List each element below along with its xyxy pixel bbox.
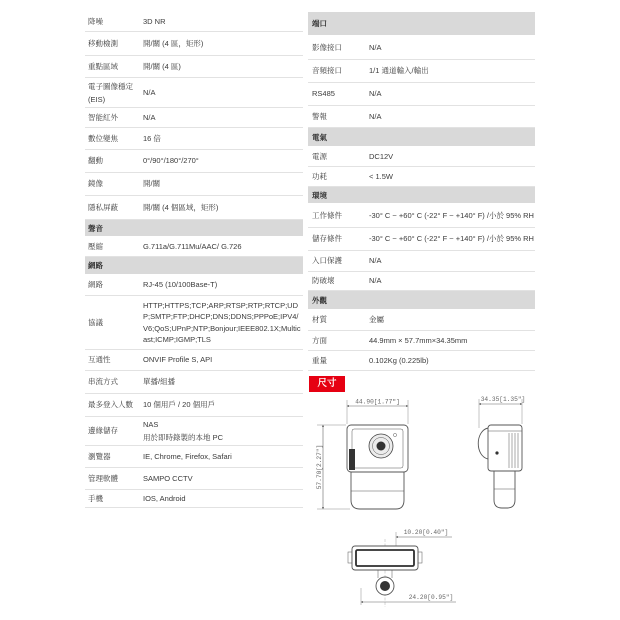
spec-table-right [308, 12, 535, 371]
row-management-software [85, 468, 303, 490]
spec-label: 瀏覽器 [88, 451, 111, 461]
spec-label: 互通性 [88, 355, 111, 364]
spec-label: 材質 [312, 315, 327, 324]
spec-label: 影像接口 [312, 42, 342, 52]
row-ingress-protection [308, 251, 535, 272]
row-network-port [85, 275, 303, 296]
row-streaming-method [85, 371, 303, 394]
spec-label: 入口保護 [312, 256, 342, 265]
row-operating-conditions [308, 204, 535, 228]
spec-value: 0.102Kg (0.225lb) [369, 355, 429, 365]
spec-value: N/A [369, 89, 382, 98]
spec-label: 協議 [88, 317, 103, 327]
spec-value: ONVIF Profile S, API [143, 355, 213, 364]
side-screw [495, 451, 498, 454]
spec-value: N/A [369, 42, 382, 52]
row-digital-zoom [85, 128, 303, 150]
spec-label: 邊緣儲存 [88, 426, 118, 435]
section-network: 網路 [85, 257, 303, 275]
spec-value: N/A [369, 256, 382, 265]
spec-label: 網路 [88, 280, 103, 289]
spec-label: 手機 [88, 493, 103, 503]
spec-label: 音頻接口 [312, 66, 342, 75]
row-alarm [308, 106, 535, 128]
row-protocols [85, 296, 303, 350]
spec-label: 數位變焦 [88, 133, 118, 143]
row-material [308, 310, 535, 331]
row-compression [85, 237, 303, 257]
row-storage-conditions [308, 228, 535, 251]
front-width-dimension-label: 44.90[1.77"] [355, 398, 400, 406]
spec-value: 開/關 [143, 179, 161, 188]
dimension-drawings [300, 393, 540, 613]
spec-value: -30° C ~ +60° C (-22° F ~ +140° F) /小於 95% RH [369, 234, 534, 243]
spec-label: 管理軟體 [88, 473, 118, 483]
row-motion-detection [85, 32, 303, 56]
spec-value: 單播/組播 [143, 377, 176, 386]
row-weight [308, 351, 535, 371]
spec-label: 警報 [312, 111, 327, 121]
bottom-mount-hole [380, 581, 390, 591]
spec-label: 降噪 [88, 16, 103, 26]
row-power-supply [308, 147, 535, 167]
spec-label: RS485 [312, 89, 335, 98]
spec-value: 10 個用戶 / 20 個用戶 [143, 400, 216, 409]
spec-label: 功耗 [312, 171, 327, 181]
spec-label: 翻動 [88, 156, 103, 165]
spec-value-line: NAS [143, 420, 159, 429]
row-eis [85, 78, 303, 108]
spec-value: 開/關 (4 區) [143, 61, 181, 71]
row-audio-interface [308, 60, 535, 83]
section-electrical: 電氣 [308, 128, 535, 147]
side-view-drawing [478, 396, 525, 508]
row-max-users [85, 394, 303, 417]
row-region-of-interest [85, 56, 303, 78]
spec-label: 防破壞 [312, 276, 335, 285]
spec-label: 重量 [312, 355, 327, 365]
dimensions-title-badge: 尺寸 [309, 376, 345, 392]
row-mobile [85, 490, 303, 508]
row-privacy-mask [85, 196, 303, 220]
spec-value: 44.9mm × 57.7mm×34.35mm [369, 335, 468, 345]
spec-value: N/A [143, 112, 156, 122]
spec-value: 0°/90°/180°/270° [143, 156, 199, 165]
spec-label [85, 80, 140, 106]
spec-label: 串流方式 [88, 377, 118, 386]
front-bracket [351, 472, 404, 509]
row-browser [85, 446, 303, 468]
spec-value: RJ-45 (10/100Base-T) [143, 280, 218, 289]
row-power-consumption [308, 167, 535, 187]
spec-value: -30° C ~ +60° C (-22° F ~ +140° F) /小於 95% RH [369, 210, 534, 220]
section-appearance: 外觀 [308, 291, 535, 310]
row-smart-ir [85, 108, 303, 128]
front-height-dimension-label: 57.70[2.27"] [316, 444, 323, 490]
front-lens-glass [377, 442, 386, 451]
row-rs485 [308, 83, 535, 106]
bottom-side-tab-left [348, 552, 352, 563]
spec-label-line: (EIS) [88, 94, 106, 104]
spec-label: 鏡像 [88, 179, 103, 188]
row-rotation [85, 150, 303, 173]
section-environment: 環境 [308, 187, 535, 204]
spec-label: 最多登入人數 [88, 400, 133, 409]
spec-value: 1/1 通道輸入/輸出 [369, 66, 429, 75]
spec-table-left [85, 12, 303, 508]
side-depth-dimension-label: 34.35[1.35"] [480, 396, 526, 403]
front-view-drawing [316, 399, 408, 510]
spec-value: IE, Chrome, Firefox, Safari [143, 451, 232, 461]
spec-label: 重點區域 [88, 61, 118, 71]
spec-label: 儲存條件 [312, 234, 342, 243]
spec-value: 3D NR [143, 16, 166, 26]
spec-value-line: 用於即時錄製的本地 PC [143, 433, 224, 442]
spec-value: N/A [369, 276, 382, 285]
spec-value: DC12V [369, 151, 394, 161]
spec-label: 方面 [312, 335, 327, 345]
spec-label: 隱私屏蔽 [88, 202, 118, 212]
spec-value [140, 418, 303, 444]
bottom-width-dimension-label: 24.20[0.95"] [408, 594, 454, 601]
bottom-offset-dimension-label: 10.20[0.40"] [403, 529, 449, 536]
row-vandal-resistance [308, 272, 535, 291]
bottom-view-drawing [348, 529, 456, 607]
spec-value: HTTP;HTTPS;TCP;ARP;RTSP;RTP;RTCP;UDP;SMTP;FTP;DHCP;DNS;DDNS;PPPoE;IPV4/V6;QoS;UPnP;NTP;Bonjour;IEEE802.1X;Multicast;ICMP;IGMP;TLS [143, 300, 301, 344]
spec-value: N/A [369, 111, 382, 121]
row-noise-reduction [85, 12, 303, 32]
spec-value: IOS, Android [143, 493, 186, 503]
row-dimensions [308, 331, 535, 351]
bottom-side-tab-right [418, 552, 422, 563]
row-mirror [85, 173, 303, 196]
spec-value: N/A [143, 87, 156, 97]
row-interoperability [85, 350, 303, 371]
spec-value: 16 倍 [143, 133, 161, 143]
side-housing [488, 425, 522, 471]
side-lens-dome [478, 428, 488, 459]
spec-value: 開/關 (4 區，矩形) [143, 38, 204, 48]
spec-value: G.711a/G.711Mu/AAC/ G.726 [143, 241, 242, 251]
spec-value: 金屬 [369, 315, 384, 324]
front-side-shading [349, 449, 355, 470]
side-bracket [494, 471, 515, 508]
row-video-interface [308, 36, 535, 60]
spec-label-line: 電子圖像穩定 [88, 81, 133, 91]
spec-label: 工作條件 [312, 210, 342, 220]
spec-label: 移動檢測 [88, 38, 118, 48]
row-edge-storage [85, 417, 303, 446]
spec-value: 開/關 (4 個區域，矩形) [143, 202, 219, 212]
section-audio: 聲音 [85, 220, 303, 237]
spec-label: 壓縮 [88, 241, 103, 251]
spec-value: SAMPO CCTV [143, 473, 193, 483]
section-ports: 端口 [308, 12, 535, 36]
spec-label: 智能紅外 [88, 112, 118, 122]
spec-label: 電源 [312, 151, 327, 161]
spec-value: < 1.5W [369, 171, 393, 181]
